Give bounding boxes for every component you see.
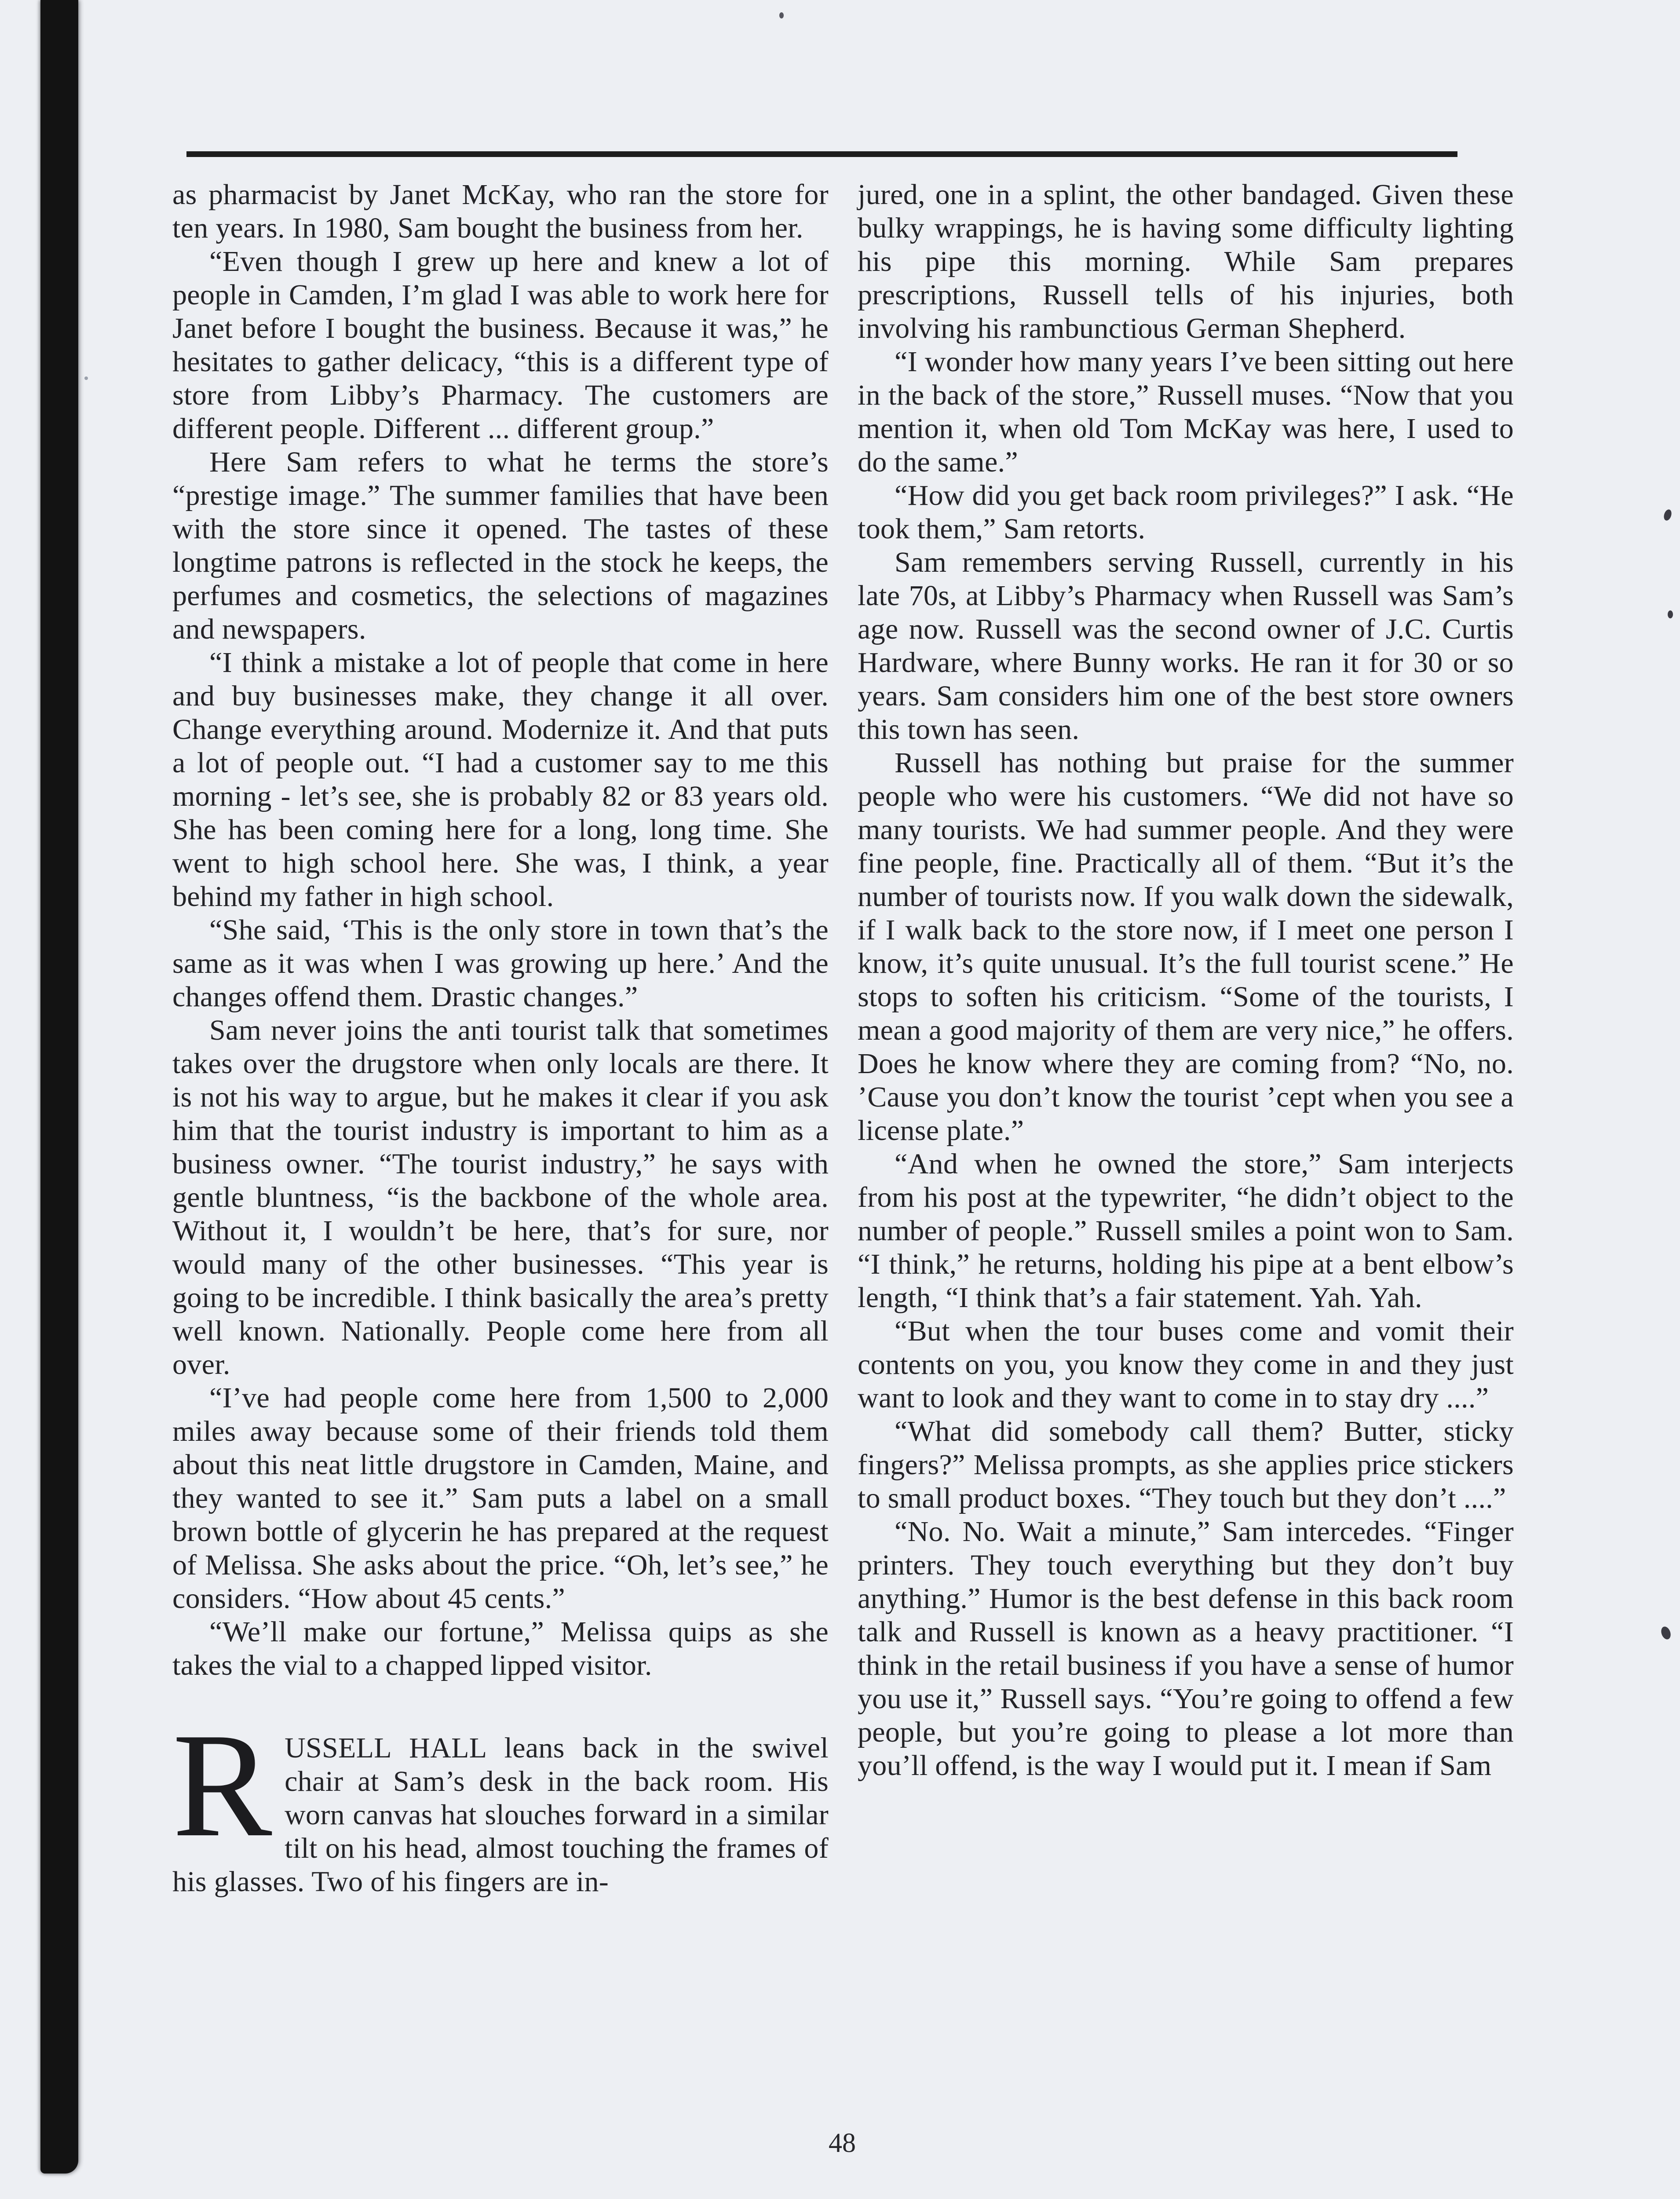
body-paragraph: “How did you get back room privileges?” I ask. “He took them,” Sam retorts. (858, 479, 1514, 545)
page-number: 48 (829, 2128, 856, 2158)
header-rule (186, 151, 1457, 157)
scan-speck (84, 376, 88, 380)
body-paragraph: “What did somebody call them? Butter, sticky fingers?” Melissa prompts, as she applies price stickers to small product boxes. “They touch but they don’t ....” (858, 1415, 1514, 1514)
body-paragraph: “She said, ‘This is the only store in town that’s the same as it was when I was growing up here.’ And the changes offend them. Drastic changes.” (172, 914, 829, 1013)
body-paragraph: “I wonder how many years I’ve been sitting out here in the back of the store,” Russell muses. “Now that you mention it, when old Tom McKay was here, I used to do the same.” (858, 346, 1514, 478)
body-paragraph: “I think a mistake a lot of people that come in here and buy businesses make, they change it all over. Change everything around. Modernize it. And that puts a lot of people out. “I had a customer say to me this morning - let’s see, she is probably 82 or 83 years old. She has been coming here for a long, long time. She went to high school here. She was, I think, a year behind my father in high school. (172, 647, 829, 913)
body-paragraph: “We’ll make our fortune,” Melissa quips as she takes the vial to a chapped lipped visitor. (172, 1616, 829, 1681)
body-paragraph: as pharmacist by Janet McKay, who ran the store for ten years. In 1980, Sam bought the business from her. (172, 179, 829, 244)
section-opening-paragraph: RUSSELL HALL leans back in the swivel chair at Sam’s desk in the back room. His worn canvas hat slouches forward in a similar tilt on his head, almost touching the frames of his glasses. Two of his fingers are in- (172, 1702, 829, 1898)
left-text-column (172, 178, 829, 1899)
body-paragraph: Sam never joins the anti tourist talk that sometimes takes over the drugstore when only locals are there. It is not his way to argue, but he makes it clear if you ask him that the tourist industry is important to him as a business owner. “The tourist industry,” he says with gentle bluntness, “is the backbone of the whole area. Without it, I wouldn’t be here, that’s for sure, nor would many of the other businesses. “This year is going to be incredible. I think basically the area’s pretty well known. Nationally. People come here from all over. (172, 1014, 829, 1381)
body-paragraph: “I’ve had people come here from 1,500 to 2,000 miles away because some of their friends told them about this neat little drugstore in Camden, Maine, and they wanted to see it.” Sam puts a label on a small brown bottle of glycerin he has prepared at the request of Melissa. She asks about the price. “Oh, let’s see,” he considers. “How about 45 cents.” (172, 1382, 829, 1615)
body-paragraph: “But when the tour buses come and vomit their contents on you, you know they come in and they just want to look and they want to come in to stay dry ....” (858, 1315, 1514, 1414)
drop-cap-letter: R (172, 1702, 273, 1868)
body-paragraph: Russell has nothing but praise for the summer people who were his customers. “We did not have so many tourists. We had summer people. And they were fine people, fine. Practically all of them. “But it’s the number of tourists now. If you walk down the sidewalk, if I walk back to the store now, if I meet one person I know, it’s quite unusual. It’s the full tourist scene.” He stops to soften his criticism. “Some of the tourists, I mean a good majority of them are very nice,” he offers. Does he know where they are coming from? “No, no. ’Cause you don’t know the tourist ’cept when you see a license plate.” (858, 747, 1514, 1147)
body-paragraph: “Even though I grew up here and knew a lot of people in Camden, I’m glad I was able to work here for Janet before I bought the business. Because it was,” he hesitates to gather delicacy, “this is a different type of store from Libby’s Pharmacy. The customers are different people. Different ... different group.” (172, 245, 829, 445)
scan-speck (1668, 610, 1673, 618)
right-text-column (858, 178, 1514, 1783)
body-paragraph: “And when he owned the store,” Sam interjects from his post at the typewriter, “he didn’t object to the number of people.” Russell smiles a point won to Sam. “I think,” he returns, holding his pipe at a bent elbow’s length, “I think that’s a fair statement. Yah. Yah. (858, 1148, 1514, 1314)
body-paragraph: Sam remembers serving Russell, currently in his late 70s, at Libby’s Pharmacy when Russell was Sam’s age now. Russell was the second owner of J.C. Curtis Hardware, where Bunny works. He ran it for 30 or so years. Sam considers him one of the best store owners this town has seen. (858, 546, 1514, 745)
scan-speck (779, 12, 784, 18)
body-paragraph: “No. No. Wait a minute,” Sam intercedes. “Finger printers. They touch everything but they don’t buy anything.” Humor is the best defense in this back room talk and Russell is known as a heavy practitioner. “I think in the retail business if you have a sense of humor you use it,” Russell says. “You’re going to offend a few people, but you’re going to please a lot more than you’ll offend, is the way I would put it. I mean if Sam (858, 1516, 1514, 1782)
body-paragraph: jured, one in a splint, the other bandaged. Given these bulky wrappings, he is having some difficulty lighting his pipe this morning. While Sam prepares prescriptions, Russell tells of his injuries, both involving his rambunctious German Shepherd. (858, 179, 1514, 344)
scan-speck (1662, 508, 1673, 522)
body-paragraph: Here Sam refers to what he terms the store’s “prestige image.” The summer families that have been with the store since it opened. The tastes of these longtime patrons is reflected in the stock he keeps, the perfumes and cosmetics, the selections of magazines and newspapers. (172, 446, 829, 645)
binding-gutter-shadow (40, 0, 78, 2173)
scan-speck (1659, 1625, 1672, 1640)
